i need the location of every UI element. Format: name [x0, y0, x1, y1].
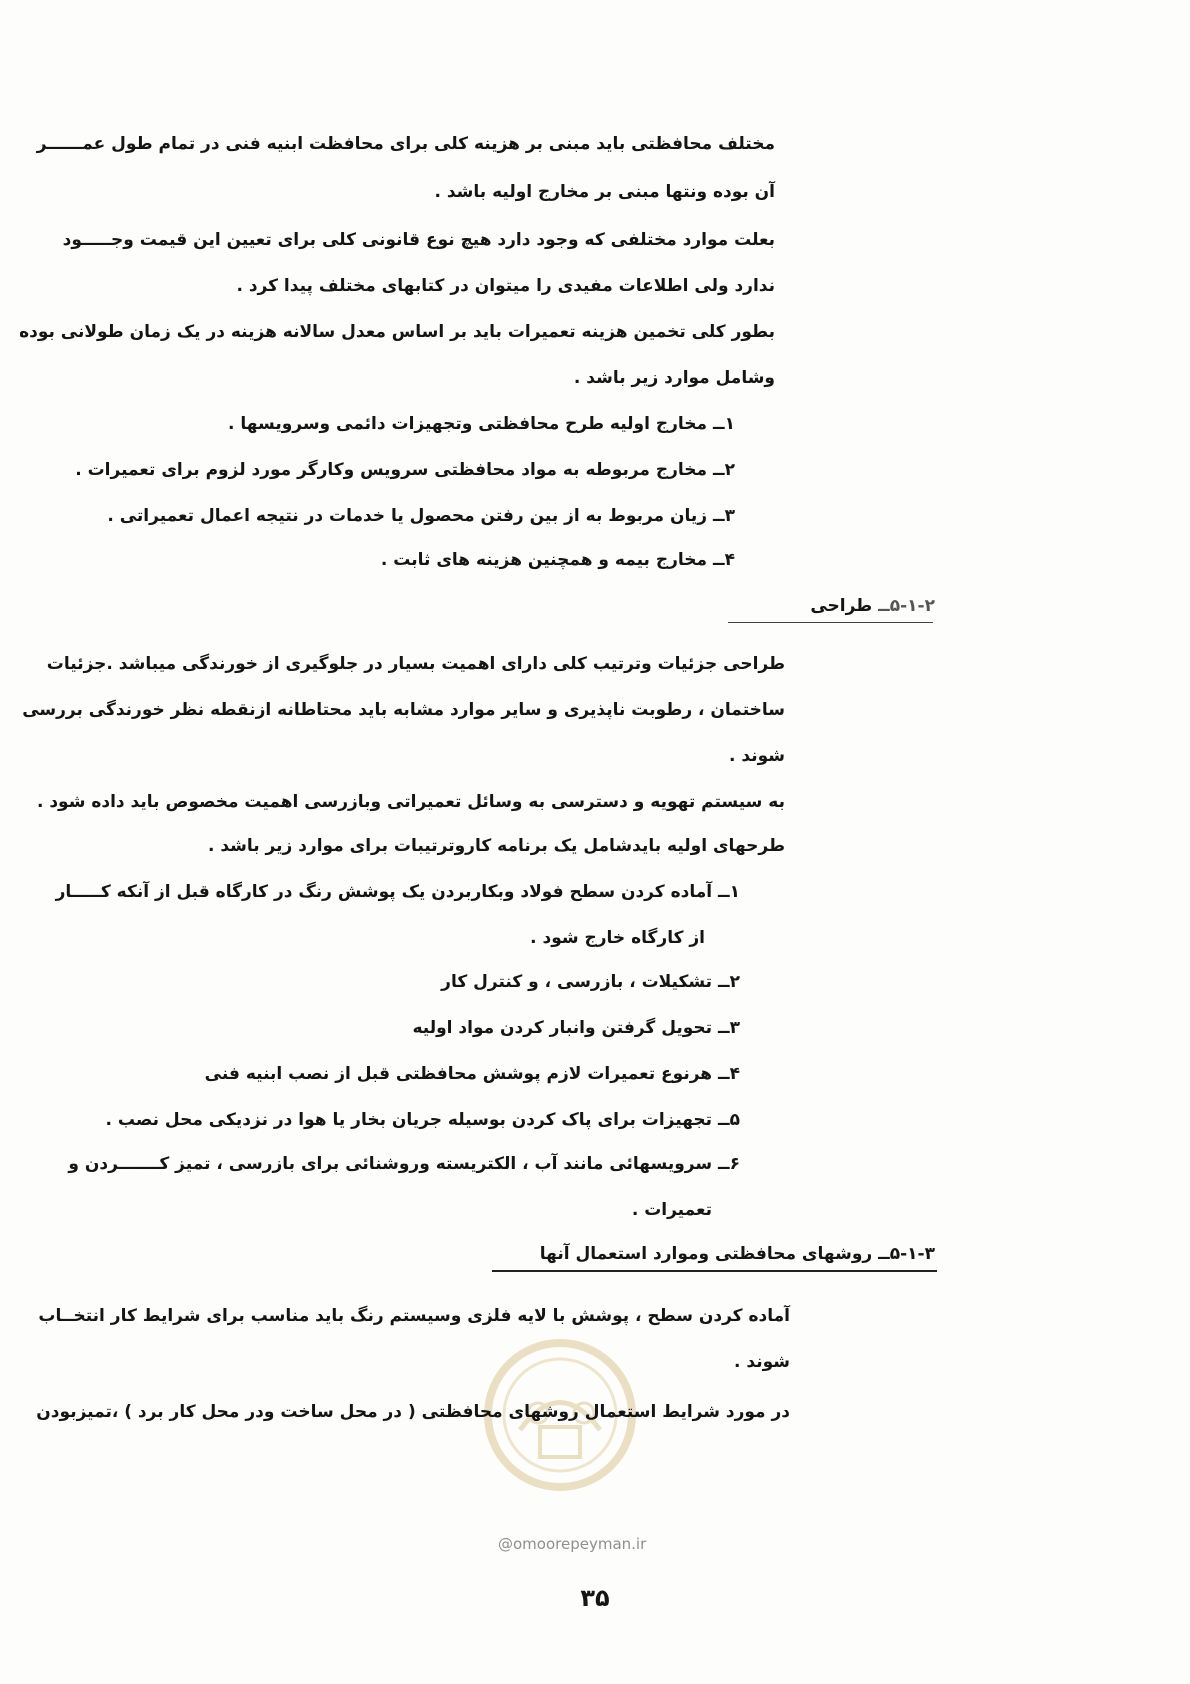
text-line: آماده کردن سطح ، پوشش با لایه فلزی وسیستم رنگ باید مناسب برای شرایط کار انتخــاب [38, 1306, 790, 1326]
text-line: مختلف محافظتی باید مبنی بر هزینه کلی برای محافظت ابنیه فنی در تمام طول عمــــــر [36, 134, 775, 154]
watermark-text: @omoorepeyman.ir [498, 1535, 647, 1553]
heading-underline [492, 1270, 937, 1272]
section-title: روشهای محافظتی وموارد استعمال آنها [539, 1244, 873, 1264]
section-number: ۵-۱-۳ــ [878, 1244, 935, 1264]
text-line: ندارد ولی اطلاعات مفیدی را میتوان در کتابهای مختلف پیدا کرد . [236, 276, 775, 296]
text-line: در مورد شرایط استعمال روشهای محافظتی ( در محل ساخت ودر محل کار برد ) ،تمیزبودن [36, 1402, 790, 1422]
list-item: ۲ــ تشکیلات ، بازرسی ، و کنترل کار [441, 972, 740, 992]
heading-underline [728, 622, 933, 623]
text-line: شوند . [729, 746, 785, 766]
text-line: طرحهای اولیه بایدشامل یک برنامه کاروترتیبات برای موارد زیر باشد . [207, 836, 785, 856]
list-item: ۲ــ مخارج مربوطه به مواد محافظتی سرویس وکارگر مورد لزوم برای تعمیرات . [75, 460, 735, 480]
section-heading-methods [495, 1242, 935, 1266]
list-item: ۶ــ سرویسهائی مانند آب ، الکتریسته وروشنائی برای بازرسی ، تمیز کـــــــردن و [68, 1154, 740, 1174]
list-item: ۵ــ تجهیزات برای پاک کردن بوسیله جریان بخار یا هوا در نزدیکی محل نصب . [105, 1110, 740, 1130]
text-line: بطور کلی تخمین هزینه تعمیرات باید بر اساس معدل سالانه هزینه در یک زمان طولانی بوده [19, 322, 775, 342]
list-item: ۱ــ مخارج اولیه طرح محافظتی وتجهیزات دائمی وسرویسها . [228, 414, 735, 434]
text-line: ساختمان ، رطوبت ناپذیری و سایر موارد مشابه باید محتاطانه ازنقطه نظر خورندگی بررسی [22, 700, 785, 720]
list-item: ۴ــ هرنوع تعمیرات لازم پوشش محافظتی قبل از نصب ابنیه فنی [204, 1064, 740, 1084]
text-line: طراحی جزئیات وترتیب کلی دارای اهمیت بسیار در جلوگیری از خورندگی میباشد .جزئیات [46, 654, 785, 674]
text-line: بعلت موارد مختلفی که وجود دارد هیچ نوع قانونی کلی برای تعیین این قیمت وجـــــود [62, 230, 775, 250]
list-item: ۴ــ مخارج بیمه و همچنین هزینه های ثابت . [380, 550, 735, 570]
list-item: ۳ــ زیان مربوط به از بین رفتن محصول یا خدمات در نتیجه اعمال تعمیراتی . [107, 506, 735, 526]
list-item-continuation: از کارگاه خارج شود . [530, 928, 705, 948]
text-line: آن بوده ونتها مبنی بر مخارج اولیه باشد . [434, 182, 775, 202]
list-item: ۳ــ تحویل گرفتن وانبار کردن مواد اولیه [412, 1018, 740, 1038]
section-title: طراحی [810, 596, 873, 616]
list-item-continuation: تعمیرات . [631, 1200, 712, 1220]
section-number: ۵-۱-۲ــ [878, 596, 935, 616]
page-number: ۳۵ [580, 1584, 610, 1612]
section-heading-design [710, 594, 935, 618]
text-line: به سیستم تهویه و دسترسی به وسائل تعمیراتی وبازرسی اهمیت مخصوص باید داده شود . [36, 792, 785, 812]
text-line: وشامل موارد زیر باشد . [573, 368, 775, 388]
text-line: شوند . [734, 1352, 790, 1372]
list-item: ۱ــ آماده کردن سطح فولاد وبکاربردن یک پوشش رنگ در کارگاه قبل از آنکه کـــــار [55, 882, 740, 902]
